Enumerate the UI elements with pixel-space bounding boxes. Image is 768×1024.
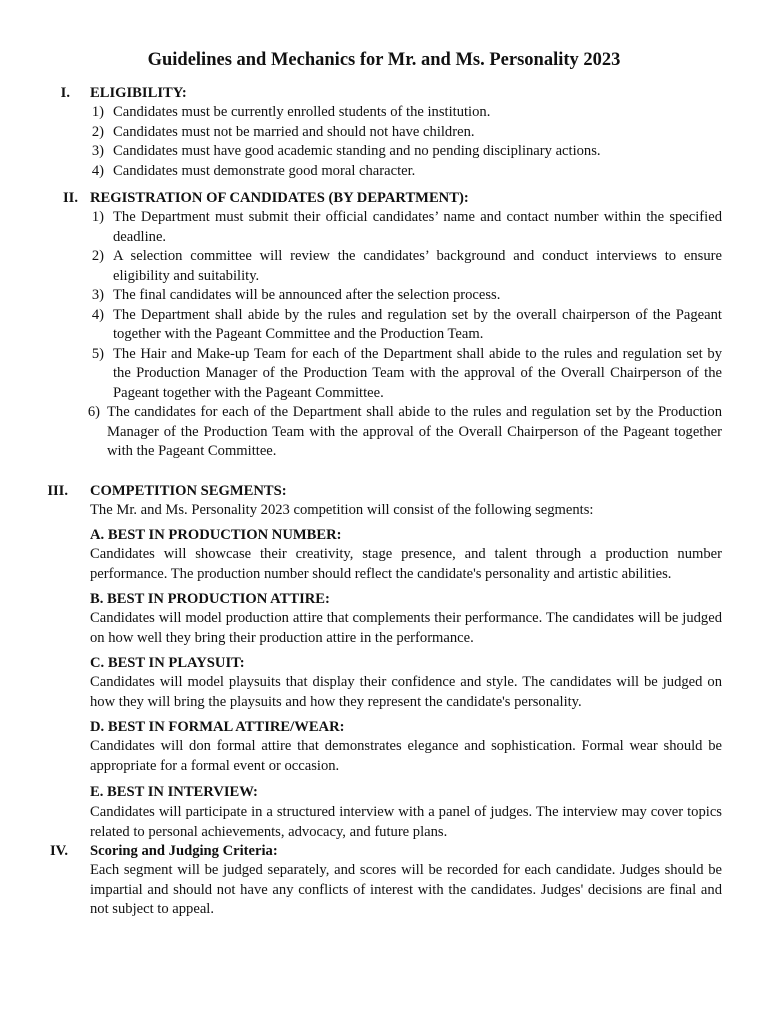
item-number: 3) <box>91 287 104 303</box>
segment-heading: A. BEST IN PRODUCTION NUMBER: <box>90 527 342 543</box>
section-text: Each segment will be judged separately, and scores will be recorded for each candidate. Judges should be impartial and should not have any conflicts of interest with the candidates. Judges' decisions are final and not subject to appeal. <box>90 862 722 917</box>
list-item <box>0 286 768 306</box>
section-heading: ELIGIBILITY: <box>90 85 187 101</box>
segment-heading: C. BEST IN PLAYSUIT: <box>90 655 245 671</box>
section-number: I. <box>60 85 70 101</box>
item-number: 1) <box>91 209 104 225</box>
section-number: II. <box>62 190 78 206</box>
item-text: The Department must submit their official candidates’ name and contact number within the specified deadline. <box>113 209 722 245</box>
document-title: Guidelines and Mechanics for Mr. and Ms. Personality 2023 <box>147 50 621 70</box>
list-item <box>0 306 768 345</box>
segment-text: Candidates will showcase their creativity, stage presence, and talent through a production number performance. The production number should reflect the candidate's personality and artistic abilities. <box>90 546 722 582</box>
list-item <box>0 403 768 462</box>
section-number: IV. <box>50 843 68 859</box>
list-item <box>0 103 768 123</box>
segment-heading: D. BEST IN FORMAL ATTIRE/WEAR: <box>90 719 345 735</box>
section-heading: Scoring and Judging Criteria: <box>90 843 278 859</box>
list-item <box>0 247 768 286</box>
list-item <box>0 208 768 247</box>
item-text: A selection committee will review the candidates’ background and conduct interviews to ensure eligibility and suitability. <box>113 248 722 284</box>
item-number: 2) <box>91 123 104 140</box>
item-number: 3) <box>91 143 104 159</box>
section-intro: The Mr. and Ms. Personality 2023 competition will consist of the following segments: <box>90 502 594 518</box>
item-number: 1) <box>91 104 104 120</box>
list-item <box>0 123 768 143</box>
segment-heading: B. BEST IN PRODUCTION ATTIRE: <box>90 591 330 607</box>
item-number: 4) <box>91 306 104 323</box>
item-text: Candidates must not be married and should not have children. <box>113 123 475 140</box>
segment-heading: E. BEST IN INTERVIEW: <box>90 784 258 800</box>
section-heading: REGISTRATION OF CANDIDATES (BY DEPARTMENT): <box>90 190 469 206</box>
eligibility-list <box>0 103 768 181</box>
segment-text: Candidates will don formal attire that demonstrates elegance and sophistication. Formal wear should be appropriate for a formal event or occasion. <box>90 738 722 774</box>
section-heading: COMPETITION SEGMENTS: <box>90 483 287 499</box>
item-number: 4) <box>91 162 104 179</box>
item-number: 2) <box>91 248 104 264</box>
item-text: Candidates must have good academic standing and no pending disciplinary actions. <box>113 143 601 159</box>
list-item <box>0 162 768 182</box>
segment-text: Candidates will model playsuits that display their confidence and style. The candidates will be judged on how they will bring the playsuits and how they represent the candidate's personality. <box>90 674 722 710</box>
segment-text: Candidates will model production attire that complements their performance. The candidates will be judged on how well they bring their production attire in the performance. <box>90 610 722 646</box>
list-item <box>0 142 768 162</box>
item-number: 5) <box>91 345 104 362</box>
item-text: The candidates for each of the Department shall abide to the rules and regulation set by the Production Manager of the Production Team with the approval of the Overall Chairperson of the Pageant together with the Pageant Committee. <box>107 404 722 459</box>
item-text: Candidates must be currently enrolled students of the institution. <box>113 104 491 120</box>
item-text: The Department shall abide by the rules and regulation set by the overall chairperson of the Pageant together with the Pageant Committee and the Production Team. <box>113 306 722 342</box>
segment-text: Candidates will participate in a structured interview with a panel of judges. The interview may cover topics related to personal achievements, advocacy, and future plans. <box>90 804 722 840</box>
list-item <box>0 345 768 404</box>
item-number: 6) <box>87 404 100 420</box>
item-text: The final candidates will be announced after the selection process. <box>113 287 501 303</box>
section-number: III. <box>47 483 68 499</box>
item-text: Candidates must demonstrate good moral character. <box>113 162 416 179</box>
item-text: The Hair and Make-up Team for each of the Department shall abide to the rules and regulation set by the Production Manager of the Production Team with the approval of the Overall Chairperson of the Pageant together with the Pageant Committee. <box>113 345 722 401</box>
registration-list <box>0 208 768 462</box>
